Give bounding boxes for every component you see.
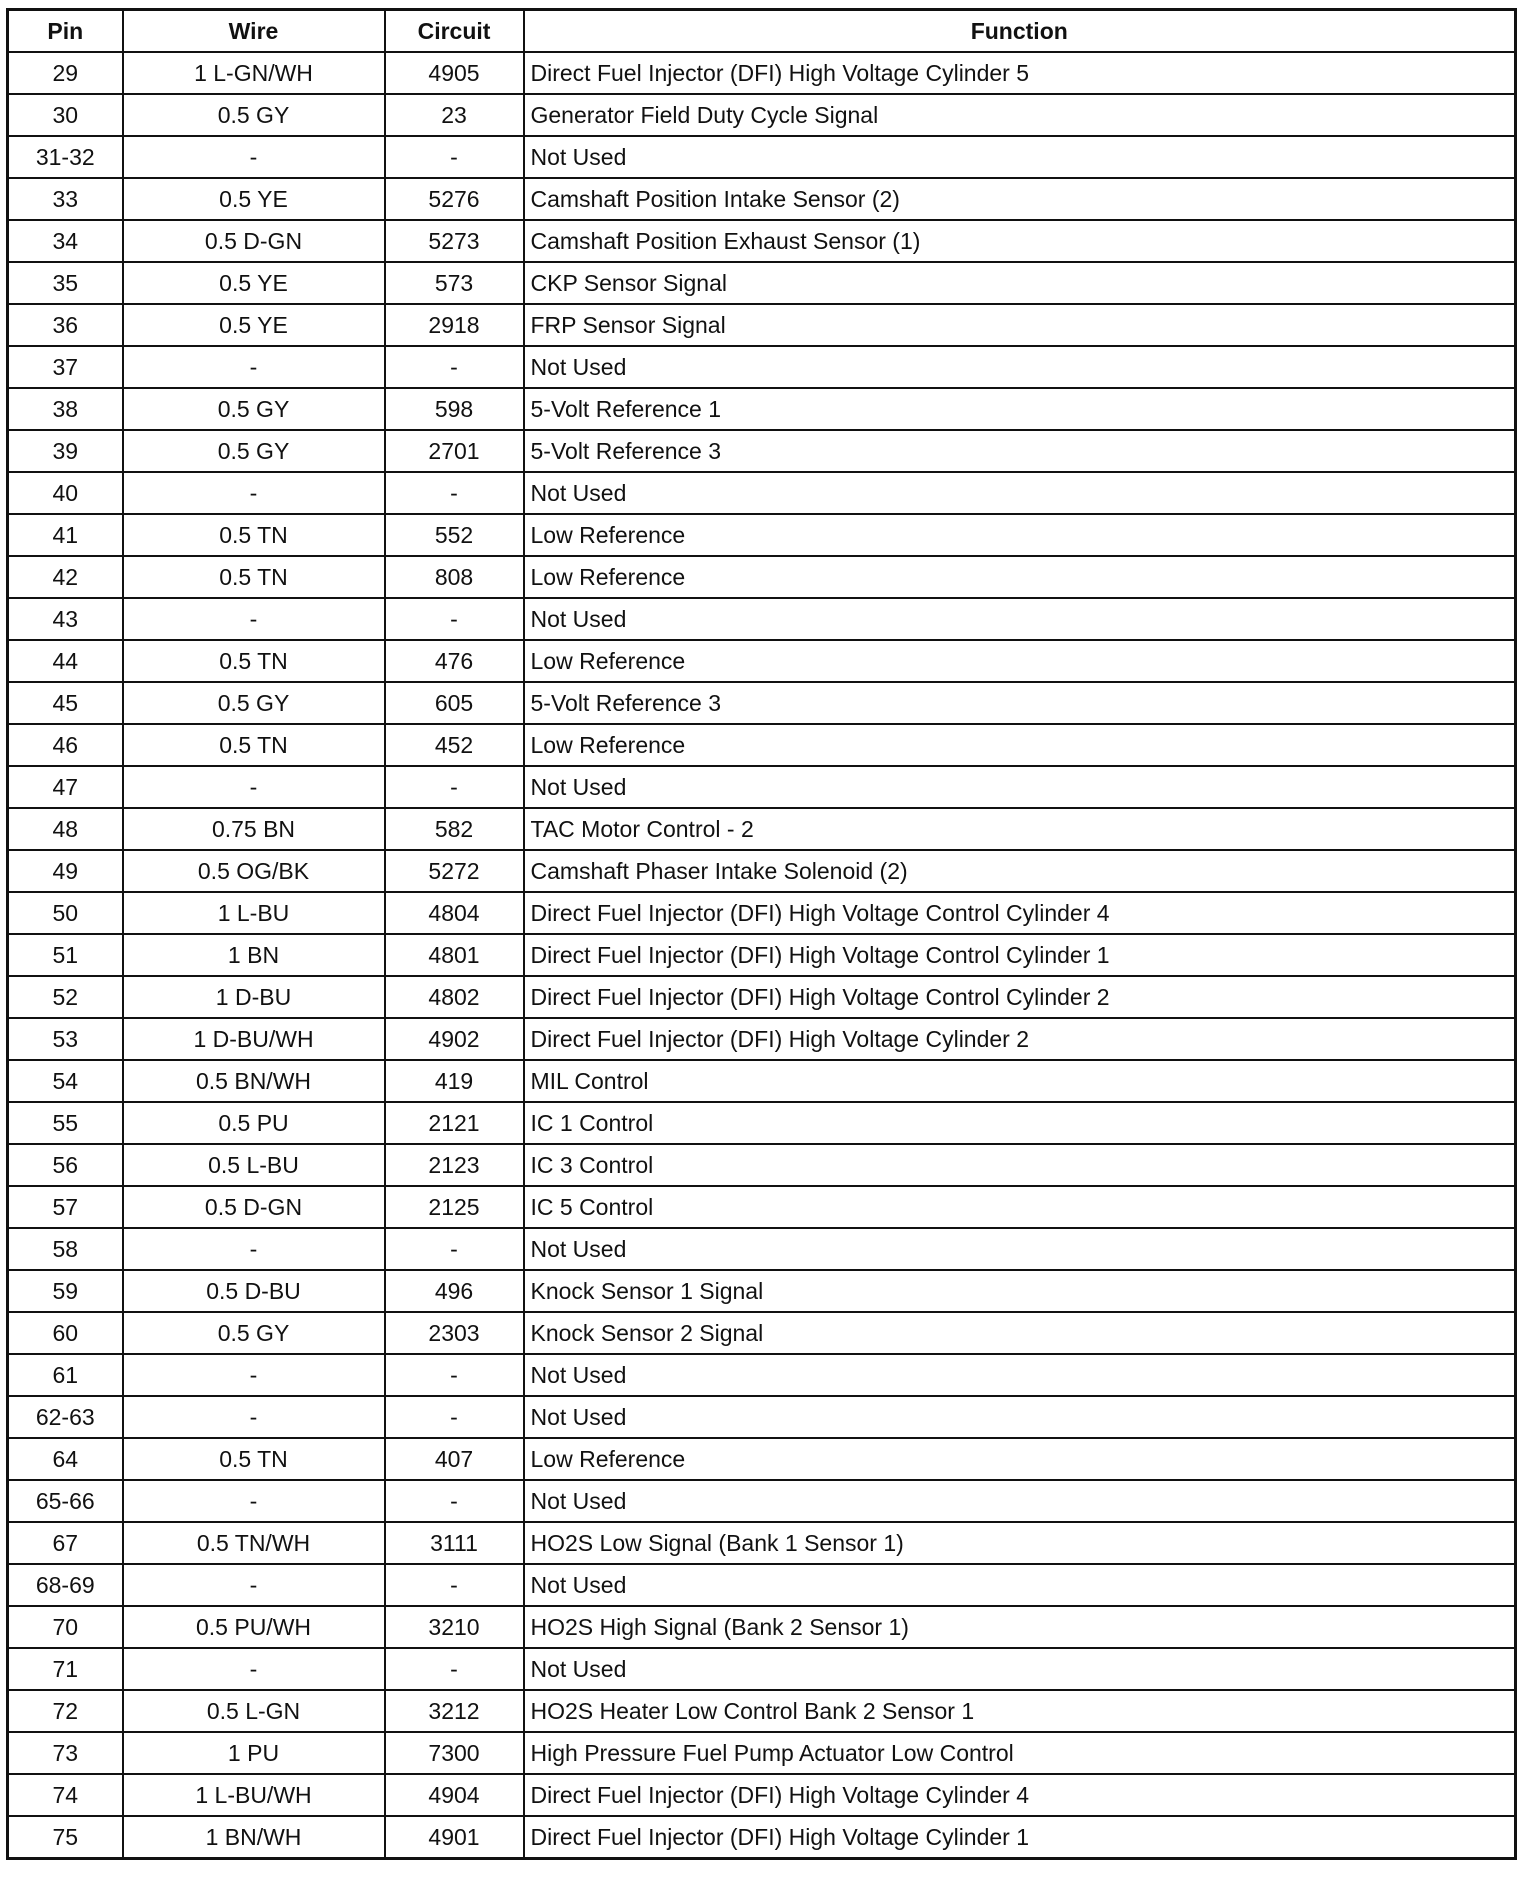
cell-wire: 0.5 GY	[123, 388, 385, 430]
cell-wire: 0.5 TN	[123, 514, 385, 556]
cell-circuit: 407	[385, 1438, 524, 1480]
cell-pin: 59	[8, 1270, 123, 1312]
table-row	[8, 514, 1516, 556]
cell-wire: 0.5 OG/BK	[123, 850, 385, 892]
cell-circuit: -	[385, 1480, 524, 1522]
cell-circuit: 4901	[385, 1816, 524, 1859]
table-row	[8, 1270, 1516, 1312]
cell-function: HO2S Heater Low Control Bank 2 Sensor 1	[524, 1690, 1516, 1732]
table-row	[8, 1564, 1516, 1606]
cell-pin: 70	[8, 1606, 123, 1648]
table-row	[8, 1606, 1516, 1648]
cell-wire: 0.5 YE	[123, 304, 385, 346]
table-row	[8, 178, 1516, 220]
cell-pin: 40	[8, 472, 123, 514]
table-row	[8, 1312, 1516, 1354]
cell-wire: 1 L-BU	[123, 892, 385, 934]
cell-circuit: 552	[385, 514, 524, 556]
cell-circuit: 496	[385, 1270, 524, 1312]
cell-function: 5-Volt Reference 1	[524, 388, 1516, 430]
cell-wire: -	[123, 1354, 385, 1396]
table-row	[8, 94, 1516, 136]
pinout-sheet	[6, 8, 1514, 1860]
cell-circuit: 2303	[385, 1312, 524, 1354]
connector-pinout-table	[6, 8, 1517, 1860]
cell-function: TAC Motor Control - 2	[524, 808, 1516, 850]
table-row	[8, 1690, 1516, 1732]
cell-circuit: 5272	[385, 850, 524, 892]
cell-function: 5-Volt Reference 3	[524, 682, 1516, 724]
cell-pin: 74	[8, 1774, 123, 1816]
cell-wire: 0.5 TN	[123, 556, 385, 598]
cell-function: Not Used	[524, 346, 1516, 388]
table-row	[8, 388, 1516, 430]
cell-function: Not Used	[524, 766, 1516, 808]
table-row	[8, 976, 1516, 1018]
cell-wire: 1 D-BU/WH	[123, 1018, 385, 1060]
cell-pin: 42	[8, 556, 123, 598]
cell-wire: -	[123, 1396, 385, 1438]
cell-wire: 1 D-BU	[123, 976, 385, 1018]
cell-wire: 0.5 BN/WH	[123, 1060, 385, 1102]
cell-pin: 71	[8, 1648, 123, 1690]
cell-pin: 68-69	[8, 1564, 123, 1606]
table-row	[8, 1732, 1516, 1774]
cell-pin: 54	[8, 1060, 123, 1102]
table-row	[8, 1186, 1516, 1228]
table-row	[8, 136, 1516, 178]
cell-pin: 65-66	[8, 1480, 123, 1522]
cell-circuit: -	[385, 136, 524, 178]
cell-circuit: -	[385, 1564, 524, 1606]
cell-pin: 37	[8, 346, 123, 388]
cell-circuit: 4902	[385, 1018, 524, 1060]
cell-pin: 44	[8, 640, 123, 682]
table-row	[8, 724, 1516, 766]
cell-pin: 57	[8, 1186, 123, 1228]
cell-function: High Pressure Fuel Pump Actuator Low Control	[524, 1732, 1516, 1774]
table-row	[8, 556, 1516, 598]
cell-function: IC 1 Control	[524, 1102, 1516, 1144]
cell-function: Direct Fuel Injector (DFI) High Voltage Cylinder 4	[524, 1774, 1516, 1816]
cell-wire: 0.5 GY	[123, 1312, 385, 1354]
cell-wire: -	[123, 1648, 385, 1690]
cell-pin: 41	[8, 514, 123, 556]
cell-pin: 48	[8, 808, 123, 850]
cell-pin: 75	[8, 1816, 123, 1859]
cell-wire: 0.5 L-GN	[123, 1690, 385, 1732]
cell-function: Low Reference	[524, 556, 1516, 598]
cell-wire: -	[123, 346, 385, 388]
cell-function: Not Used	[524, 1228, 1516, 1270]
table-row	[8, 304, 1516, 346]
cell-circuit: -	[385, 1648, 524, 1690]
cell-wire: 0.5 YE	[123, 262, 385, 304]
cell-pin: 55	[8, 1102, 123, 1144]
cell-function: Knock Sensor 1 Signal	[524, 1270, 1516, 1312]
cell-circuit: 5273	[385, 220, 524, 262]
cell-wire: -	[123, 598, 385, 640]
cell-function: Direct Fuel Injector (DFI) High Voltage Cylinder 5	[524, 52, 1516, 94]
table-row	[8, 1438, 1516, 1480]
table-row	[8, 1396, 1516, 1438]
cell-function: 5-Volt Reference 3	[524, 430, 1516, 472]
table-header	[8, 10, 1516, 53]
table-row	[8, 1018, 1516, 1060]
cell-circuit: 582	[385, 808, 524, 850]
header-circuit: Circuit	[385, 10, 524, 53]
cell-function: Not Used	[524, 598, 1516, 640]
cell-wire: -	[123, 472, 385, 514]
cell-wire: 0.5 GY	[123, 430, 385, 472]
table-row	[8, 1480, 1516, 1522]
cell-wire: -	[123, 1564, 385, 1606]
cell-pin: 49	[8, 850, 123, 892]
cell-circuit: -	[385, 1228, 524, 1270]
cell-function: Direct Fuel Injector (DFI) High Voltage Cylinder 1	[524, 1816, 1516, 1859]
cell-wire: 0.5 TN	[123, 640, 385, 682]
cell-wire: 0.5 PU	[123, 1102, 385, 1144]
cell-function: Direct Fuel Injector (DFI) High Voltage Cylinder 2	[524, 1018, 1516, 1060]
cell-pin: 31-32	[8, 136, 123, 178]
cell-pin: 50	[8, 892, 123, 934]
cell-function: IC 5 Control	[524, 1186, 1516, 1228]
cell-pin: 47	[8, 766, 123, 808]
cell-function: Low Reference	[524, 514, 1516, 556]
cell-wire: 0.5 YE	[123, 178, 385, 220]
cell-function: Not Used	[524, 136, 1516, 178]
table-row	[8, 220, 1516, 262]
cell-wire: 1 L-BU/WH	[123, 1774, 385, 1816]
cell-circuit: -	[385, 1354, 524, 1396]
cell-pin: 67	[8, 1522, 123, 1564]
cell-circuit: 4904	[385, 1774, 524, 1816]
table-row	[8, 598, 1516, 640]
cell-wire: 0.5 D-BU	[123, 1270, 385, 1312]
cell-pin: 36	[8, 304, 123, 346]
cell-circuit: 23	[385, 94, 524, 136]
cell-wire: 1 BN/WH	[123, 1816, 385, 1859]
cell-function: Direct Fuel Injector (DFI) High Voltage Control Cylinder 1	[524, 934, 1516, 976]
cell-pin: 62-63	[8, 1396, 123, 1438]
cell-pin: 60	[8, 1312, 123, 1354]
cell-pin: 45	[8, 682, 123, 724]
cell-circuit: 4905	[385, 52, 524, 94]
cell-pin: 34	[8, 220, 123, 262]
table-row	[8, 1144, 1516, 1186]
cell-circuit: 2123	[385, 1144, 524, 1186]
cell-pin: 56	[8, 1144, 123, 1186]
cell-function: CKP Sensor Signal	[524, 262, 1516, 304]
table-row	[8, 766, 1516, 808]
cell-circuit: -	[385, 766, 524, 808]
cell-function: Not Used	[524, 472, 1516, 514]
table-row	[8, 850, 1516, 892]
cell-wire: -	[123, 1480, 385, 1522]
cell-circuit: 598	[385, 388, 524, 430]
table-row	[8, 934, 1516, 976]
cell-function: Not Used	[524, 1564, 1516, 1606]
cell-circuit: 573	[385, 262, 524, 304]
cell-pin: 72	[8, 1690, 123, 1732]
cell-pin: 35	[8, 262, 123, 304]
cell-pin: 30	[8, 94, 123, 136]
cell-circuit: 476	[385, 640, 524, 682]
cell-circuit: 4804	[385, 892, 524, 934]
cell-wire: 0.5 D-GN	[123, 1186, 385, 1228]
cell-pin: 64	[8, 1438, 123, 1480]
cell-function: Not Used	[524, 1648, 1516, 1690]
cell-function: Generator Field Duty Cycle Signal	[524, 94, 1516, 136]
cell-circuit: 2701	[385, 430, 524, 472]
table-row	[8, 346, 1516, 388]
cell-wire: 0.5 TN	[123, 1438, 385, 1480]
cell-circuit: -	[385, 598, 524, 640]
cell-circuit: 3212	[385, 1690, 524, 1732]
table-row	[8, 808, 1516, 850]
cell-wire: 0.5 D-GN	[123, 220, 385, 262]
cell-circuit: 3111	[385, 1522, 524, 1564]
cell-circuit: -	[385, 1396, 524, 1438]
cell-circuit: 7300	[385, 1732, 524, 1774]
cell-function: Direct Fuel Injector (DFI) High Voltage Control Cylinder 2	[524, 976, 1516, 1018]
cell-function: Not Used	[524, 1354, 1516, 1396]
cell-wire: -	[123, 766, 385, 808]
cell-circuit: 419	[385, 1060, 524, 1102]
cell-pin: 29	[8, 52, 123, 94]
cell-circuit: 5276	[385, 178, 524, 220]
cell-pin: 73	[8, 1732, 123, 1774]
cell-function: Not Used	[524, 1480, 1516, 1522]
cell-function: IC 3 Control	[524, 1144, 1516, 1186]
table-row	[8, 1228, 1516, 1270]
header-wire: Wire	[123, 10, 385, 53]
table-row	[8, 640, 1516, 682]
cell-circuit: 4801	[385, 934, 524, 976]
table-row	[8, 1816, 1516, 1859]
table-row	[8, 430, 1516, 472]
cell-pin: 52	[8, 976, 123, 1018]
cell-function: HO2S High Signal (Bank 2 Sensor 1)	[524, 1606, 1516, 1648]
cell-wire: -	[123, 136, 385, 178]
cell-wire: 0.5 TN/WH	[123, 1522, 385, 1564]
table-row	[8, 892, 1516, 934]
table-row	[8, 1060, 1516, 1102]
table-body	[8, 52, 1516, 1859]
cell-function: Camshaft Position Intake Sensor (2)	[524, 178, 1516, 220]
cell-wire: 0.75 BN	[123, 808, 385, 850]
cell-circuit: -	[385, 346, 524, 388]
table-row	[8, 1354, 1516, 1396]
cell-function: Knock Sensor 2 Signal	[524, 1312, 1516, 1354]
cell-circuit: 452	[385, 724, 524, 766]
cell-wire: 1 BN	[123, 934, 385, 976]
cell-function: Low Reference	[524, 724, 1516, 766]
cell-circuit: 808	[385, 556, 524, 598]
table-row	[8, 1774, 1516, 1816]
cell-function: Low Reference	[524, 640, 1516, 682]
cell-pin: 53	[8, 1018, 123, 1060]
cell-circuit: 2918	[385, 304, 524, 346]
cell-wire: 0.5 GY	[123, 682, 385, 724]
cell-pin: 46	[8, 724, 123, 766]
cell-function: FRP Sensor Signal	[524, 304, 1516, 346]
header-row	[8, 10, 1516, 53]
cell-pin: 51	[8, 934, 123, 976]
cell-function: Not Used	[524, 1396, 1516, 1438]
header-pin: Pin	[8, 10, 123, 53]
table-row	[8, 262, 1516, 304]
cell-function: MIL Control	[524, 1060, 1516, 1102]
cell-wire: 0.5 L-BU	[123, 1144, 385, 1186]
cell-wire: 0.5 TN	[123, 724, 385, 766]
table-row	[8, 1648, 1516, 1690]
cell-pin: 43	[8, 598, 123, 640]
cell-function: HO2S Low Signal (Bank 1 Sensor 1)	[524, 1522, 1516, 1564]
cell-pin: 33	[8, 178, 123, 220]
table-row	[8, 52, 1516, 94]
header-function: Function	[524, 10, 1516, 53]
cell-pin: 38	[8, 388, 123, 430]
cell-wire: 1 L-GN/WH	[123, 52, 385, 94]
cell-circuit: -	[385, 472, 524, 514]
cell-pin: 58	[8, 1228, 123, 1270]
cell-circuit: 2125	[385, 1186, 524, 1228]
table-row	[8, 682, 1516, 724]
cell-circuit: 605	[385, 682, 524, 724]
cell-circuit: 2121	[385, 1102, 524, 1144]
cell-wire: 1 PU	[123, 1732, 385, 1774]
cell-pin: 61	[8, 1354, 123, 1396]
cell-wire: 0.5 PU/WH	[123, 1606, 385, 1648]
table-row	[8, 1102, 1516, 1144]
cell-pin: 39	[8, 430, 123, 472]
table-row	[8, 1522, 1516, 1564]
cell-function: Camshaft Position Exhaust Sensor (1)	[524, 220, 1516, 262]
cell-circuit: 3210	[385, 1606, 524, 1648]
cell-wire: -	[123, 1228, 385, 1270]
cell-wire: 0.5 GY	[123, 94, 385, 136]
cell-function: Direct Fuel Injector (DFI) High Voltage Control Cylinder 4	[524, 892, 1516, 934]
table-row	[8, 472, 1516, 514]
cell-function: Low Reference	[524, 1438, 1516, 1480]
cell-function: Camshaft Phaser Intake Solenoid (2)	[524, 850, 1516, 892]
cell-circuit: 4802	[385, 976, 524, 1018]
